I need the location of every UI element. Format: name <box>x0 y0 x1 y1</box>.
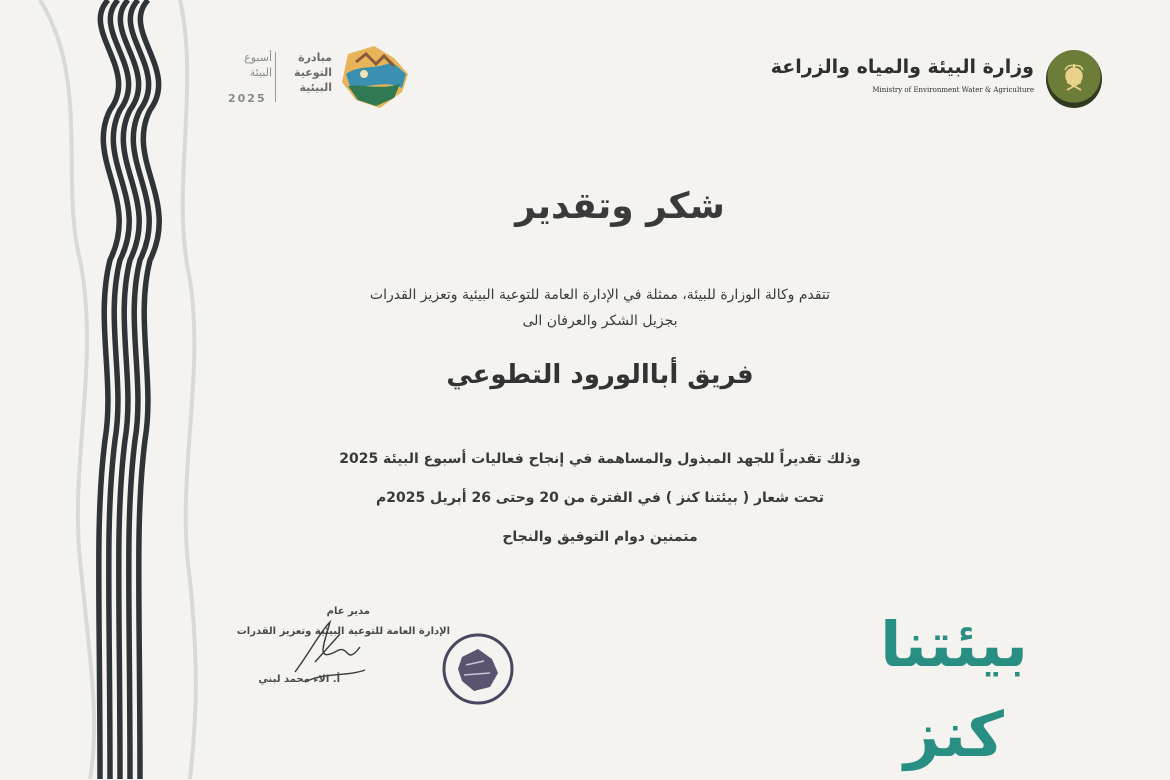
initiative-divider <box>275 52 276 102</box>
recipient-name: فريق أباالورود التطوعي <box>446 360 754 390</box>
signatory-department: الإدارة العامة للتوعية البيئية وتعزيز القدرات <box>236 626 450 637</box>
environment-week-label <box>226 50 272 80</box>
signatory-role: مدير عام <box>326 606 370 617</box>
slogan-logo: بيئتنا كنز <box>880 608 1028 771</box>
body-line-3: متمنين دوام التوفيق والنجاح <box>502 529 698 545</box>
certificate-title: شكر وتقدير <box>515 186 725 227</box>
body-line-2: تحت شعار ( بيئتنا كنز ) في الفترة من 20 وحتى 26 أبريل 2025م <box>375 490 825 506</box>
initiative-title-line-2: التوعية <box>294 66 332 79</box>
saudi-map-landscape-icon <box>336 44 412 110</box>
saudi-map-stamp-icon <box>440 631 516 707</box>
decorative-wave-lines <box>0 0 220 779</box>
ministry-name-english: Ministry of Environment Water & Agriculture <box>872 86 1034 94</box>
signatory-name: أ. الاء محمد لبني <box>258 674 340 685</box>
ministry-emblem-icon <box>1046 50 1102 108</box>
week-line-2: البيئة <box>249 66 272 79</box>
initiative-title-line-3: البيئية <box>299 81 332 94</box>
intro-line-1: تتقدم وكالة الوزارة للبيئة، ممثلة في الإدارة العامة للتوعية البيئية وتعزيز القدرات <box>369 287 831 303</box>
initiative-title-line-1: مبادرة <box>298 51 332 64</box>
ministry-name-arabic: وزارة البيئة والمياه والزراعة <box>770 56 1034 78</box>
initiative-year: 2025 <box>228 92 267 105</box>
ministry-logo <box>770 50 1102 110</box>
initiative-title <box>282 50 332 95</box>
intro-line-2: بجزيل الشكر والعرفان الى <box>522 313 678 329</box>
week-line-1: أسبوع <box>244 51 272 64</box>
body-line-1: وذلك تقديراً للجهد المبذول والمساهمة في إنجاح فعاليات أسبوع البيئة 2025 <box>339 451 861 467</box>
initiative-logo <box>226 44 416 112</box>
